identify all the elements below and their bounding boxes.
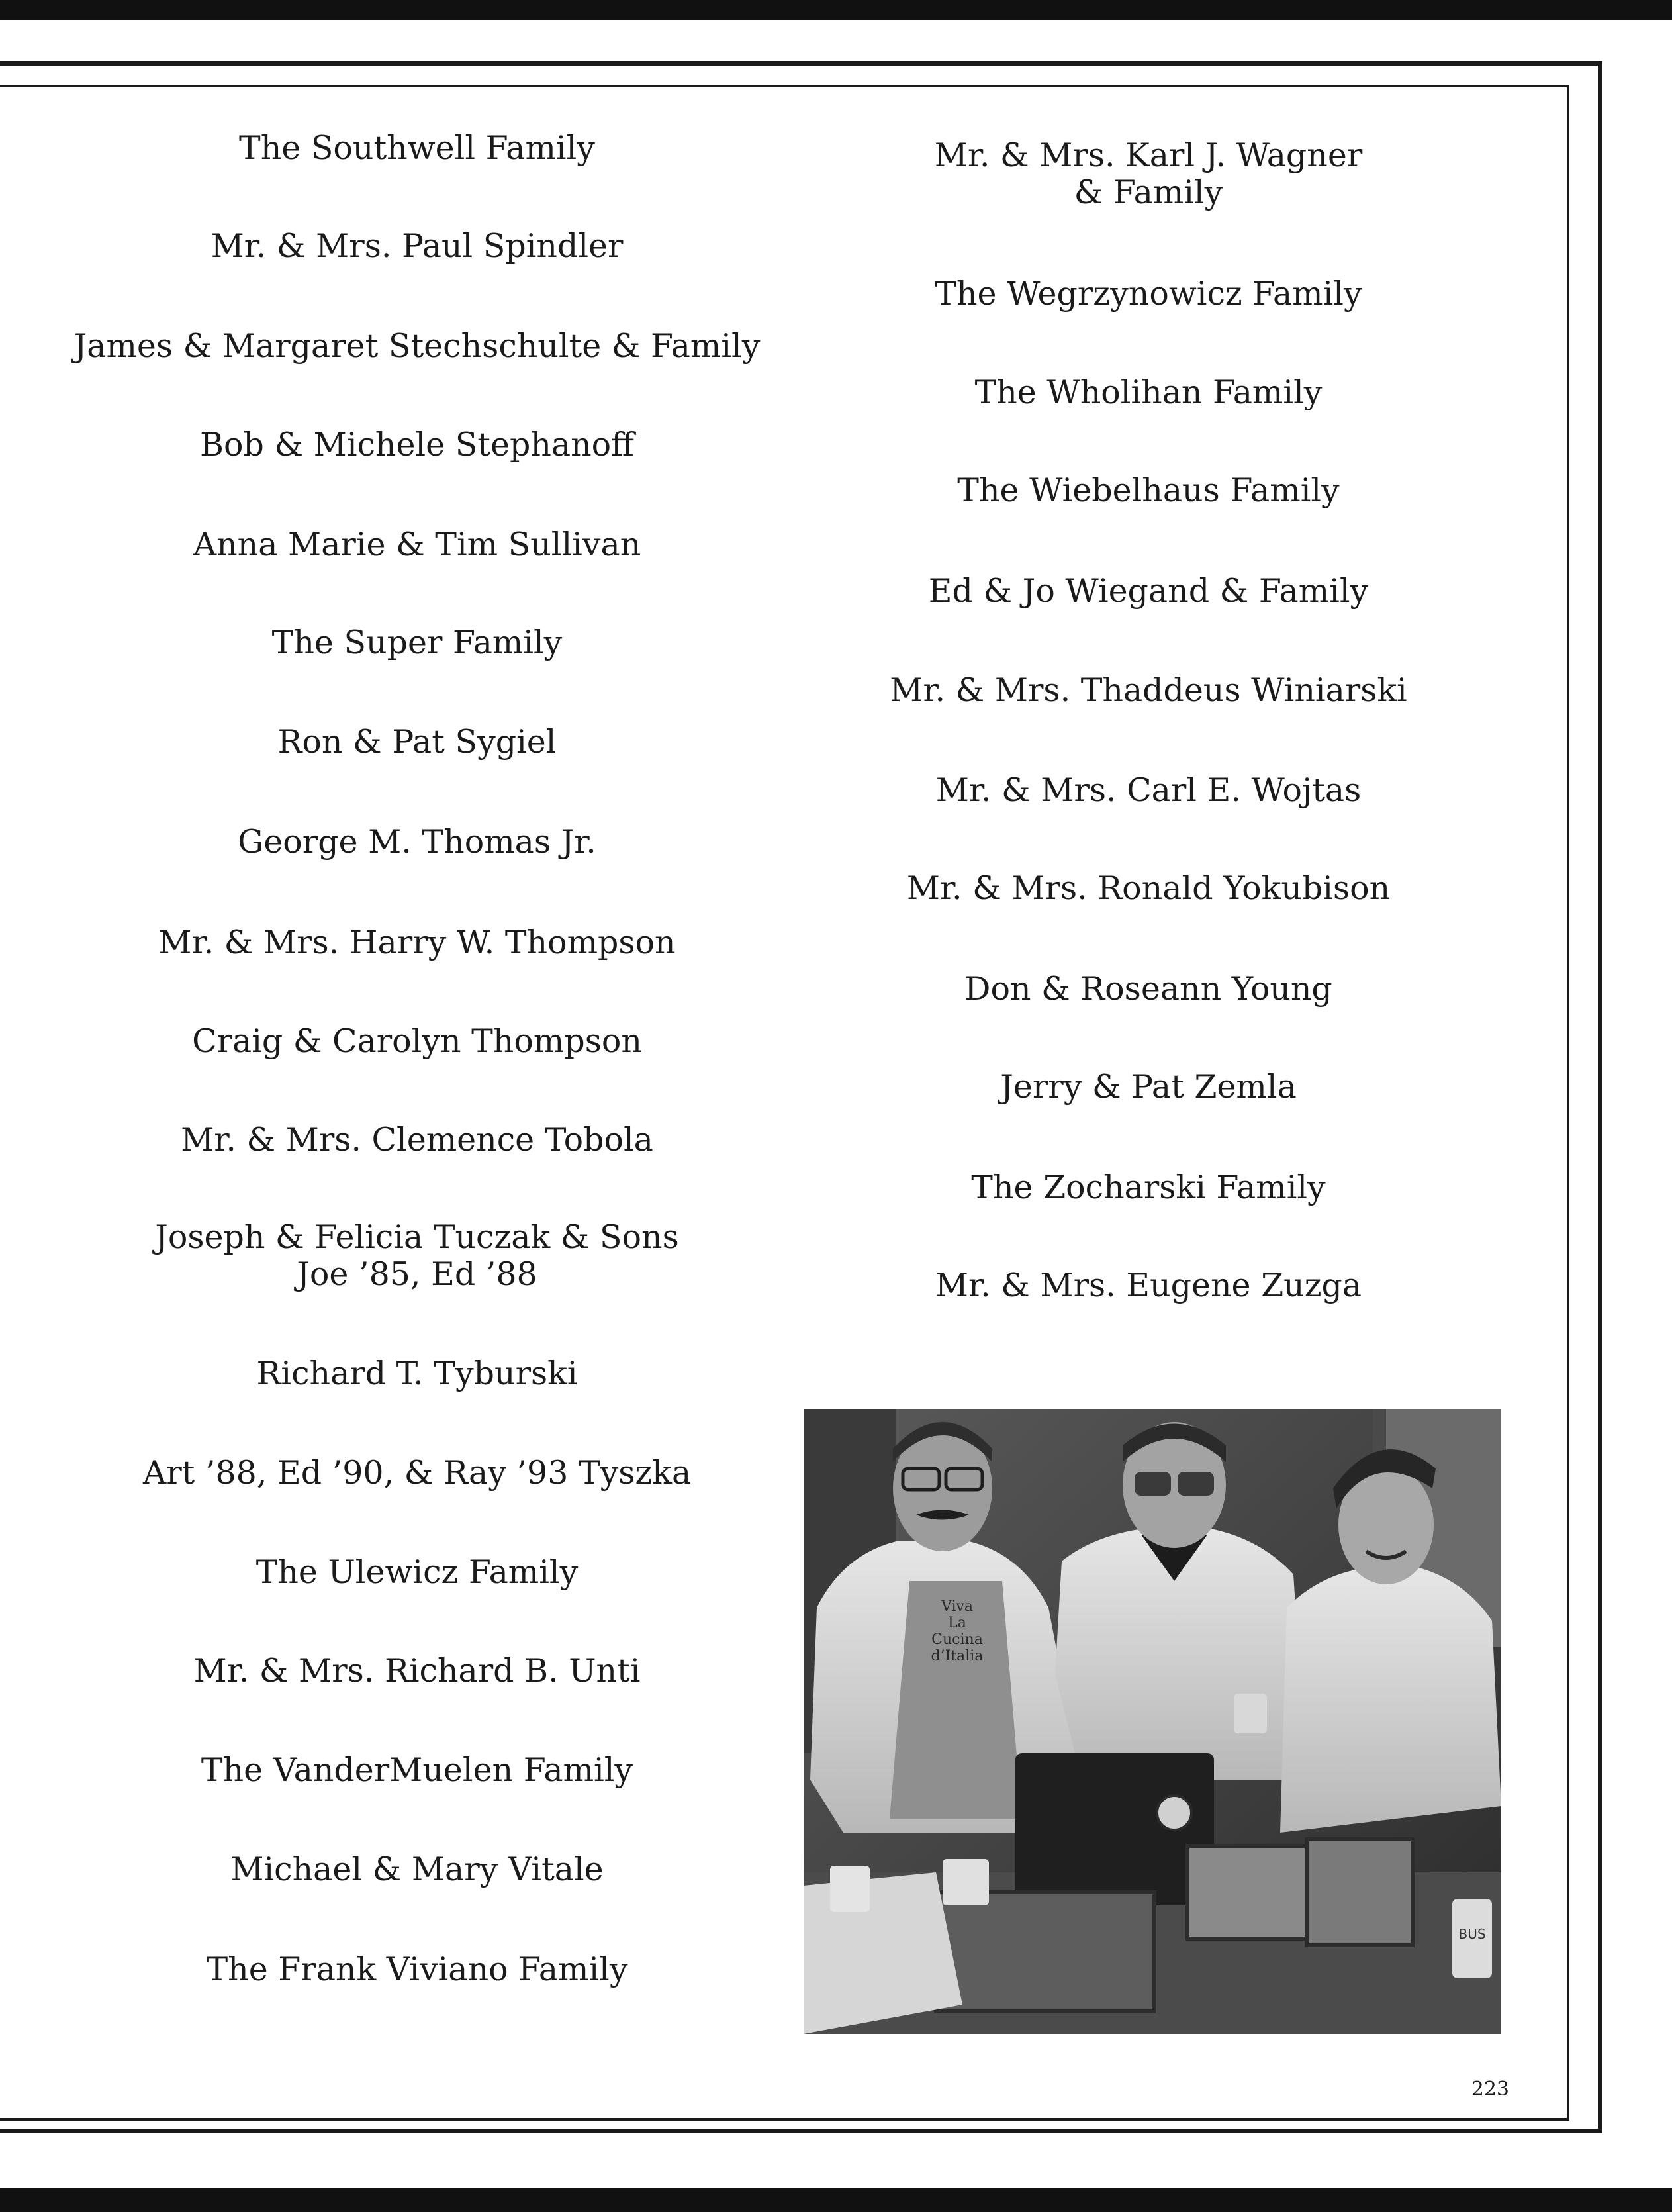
patron-name: The VanderMuelen Family xyxy=(201,1751,633,1789)
patron-name: Mr. & Mrs. Clemence Tobola xyxy=(181,1121,653,1159)
patron-name: Art ’88, Ed ’90, & Ray ’93 Tyszka xyxy=(142,1454,692,1492)
left-name-column xyxy=(60,0,774,2212)
page-number: 223 xyxy=(1471,2078,1509,2101)
patron-name: Mr. & Mrs. Eugene Zuzga xyxy=(935,1267,1362,1304)
patron-name: Ed & Jo Wiegand & Family xyxy=(928,572,1369,610)
patron-name: The Wiebelhaus Family xyxy=(957,471,1340,509)
patron-name: Mr. & Mrs. Paul Spindler xyxy=(210,227,624,265)
patron-name: Mr. & Mrs. Carl E. Wojtas xyxy=(935,771,1362,809)
apron-text-line: Cucina xyxy=(931,1631,983,1648)
apron-text-line: Viva xyxy=(941,1598,974,1615)
patron-name: James & Margaret Stechschulte & Family xyxy=(73,327,761,365)
patron-name: Bob & Michele Stephanoff xyxy=(200,426,634,463)
scan-edge-bottom xyxy=(0,2188,1672,2212)
patron-name: The Zocharski Family xyxy=(971,1169,1326,1206)
patron-name: Anna Marie & Tim Sullivan xyxy=(193,526,641,563)
patron-name: The Wegrzynowicz Family xyxy=(935,275,1362,313)
patron-name: The Frank Viviano Family xyxy=(206,1950,628,1988)
apron-text-line: d’Italia xyxy=(931,1648,984,1664)
patron-name: Ron & Pat Sygiel xyxy=(277,723,557,761)
patron-name: Mr. & Mrs. Richard B. Unti xyxy=(193,1652,641,1690)
patron-name: Richard T. Tyburski xyxy=(256,1355,578,1392)
patron-name: The Super Family xyxy=(271,624,563,661)
patron-name: Michael & Mary Vitale xyxy=(230,1851,604,1888)
apron-text-line: La xyxy=(948,1615,966,1631)
patron-name: Don & Roseann Young xyxy=(964,970,1332,1008)
patron-name: The Ulewicz Family xyxy=(255,1553,579,1591)
patron-name: The Southwell Family xyxy=(239,129,595,167)
patron-name: Mr. & Mrs. Karl J. Wagner xyxy=(934,136,1363,174)
cup-label: BUS xyxy=(1458,1926,1486,1942)
patron-name: Jerry & Pat Zemla xyxy=(1000,1068,1297,1106)
patron-name: Mr. & Mrs. Thaddeus Winiarski xyxy=(890,671,1407,709)
patron-name: Craig & Carolyn Thompson xyxy=(192,1022,642,1060)
patron-name: The Wholihan Family xyxy=(974,373,1323,411)
patron-name: Mr. & Mrs. Harry W. Thompson xyxy=(158,924,676,961)
patron-name-subline: & Family xyxy=(1074,173,1223,211)
patron-name-subline: Joe ’85, Ed ’88 xyxy=(297,1255,537,1293)
kitchen-photo xyxy=(804,1409,1501,2034)
patron-name: George M. Thomas Jr. xyxy=(238,823,596,861)
patron-name: Mr. & Mrs. Ronald Yokubison xyxy=(906,869,1391,907)
patron-name: Joseph & Felicia Tuczak & Sons xyxy=(155,1218,679,1256)
